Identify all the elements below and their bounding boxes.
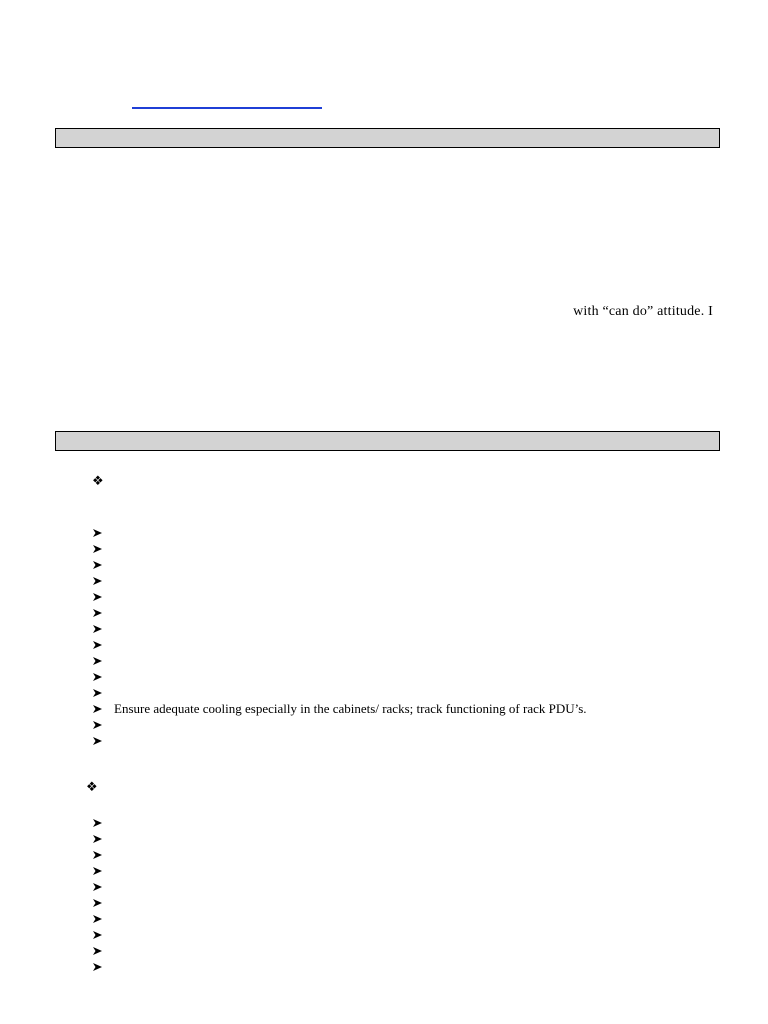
arrow-bullet-icon — [91, 621, 103, 637]
email-link-underline[interactable] — [132, 107, 322, 109]
list-item — [91, 911, 114, 927]
arrow-bullet-icon — [91, 911, 103, 927]
arrow-bullet-icon — [91, 943, 103, 959]
arrow-bullet-icon — [91, 573, 103, 589]
arrow-bullet-icon — [91, 831, 103, 847]
list-item — [91, 815, 114, 831]
arrow-bullet-icon — [91, 541, 103, 557]
arrow-bullet-icon — [91, 895, 103, 911]
responsibility-list-2 — [91, 815, 114, 975]
section-header-bar-2 — [55, 431, 720, 451]
list-item — [91, 541, 587, 557]
arrow-bullet-icon — [91, 927, 103, 943]
arrow-bullet-icon — [91, 815, 103, 831]
arrow-bullet-icon — [91, 733, 103, 749]
arrow-bullet-icon — [91, 525, 103, 541]
list-item — [91, 879, 114, 895]
arrow-bullet-icon — [91, 879, 103, 895]
list-item — [91, 669, 587, 685]
list-item — [91, 959, 114, 975]
list-item — [91, 605, 587, 621]
arrow-bullet-icon — [91, 701, 103, 717]
arrow-bullet-icon — [91, 589, 103, 605]
summary-text-fragment: with “can do” attitude. I — [573, 304, 713, 319]
list-item — [91, 573, 587, 589]
arrow-bullet-icon — [91, 863, 103, 879]
arrow-bullet-icon — [91, 605, 103, 621]
list-item — [91, 653, 587, 669]
arrow-bullet-icon — [91, 959, 103, 975]
arrow-bullet-icon — [91, 637, 103, 653]
list-item — [91, 847, 114, 863]
list-item — [91, 589, 587, 605]
arrow-bullet-icon — [91, 653, 103, 669]
list-item — [91, 637, 587, 653]
list-item — [91, 927, 114, 943]
list-item — [91, 733, 587, 749]
list-item — [91, 557, 587, 573]
diamond-bullet-icon: ❖ — [86, 779, 98, 794]
list-item — [91, 943, 114, 959]
arrow-bullet-icon — [91, 669, 103, 685]
responsibility-list-1 — [91, 525, 587, 749]
list-item — [91, 685, 587, 701]
list-item — [91, 717, 587, 733]
arrow-bullet-icon — [91, 717, 103, 733]
list-item — [91, 701, 587, 717]
list-item — [91, 895, 114, 911]
list-item-text: Ensure adequate cooling especially in the cabinets/ racks; track functioning of rack PDU’s. — [114, 701, 587, 716]
list-item — [91, 831, 114, 847]
arrow-bullet-icon — [91, 685, 103, 701]
list-item — [91, 621, 587, 637]
diamond-bullet-icon: ❖ — [92, 473, 104, 488]
list-item — [91, 863, 114, 879]
arrow-bullet-icon — [91, 847, 103, 863]
arrow-bullet-icon — [91, 557, 103, 573]
list-item — [91, 525, 587, 541]
section-header-bar-1 — [55, 128, 720, 148]
